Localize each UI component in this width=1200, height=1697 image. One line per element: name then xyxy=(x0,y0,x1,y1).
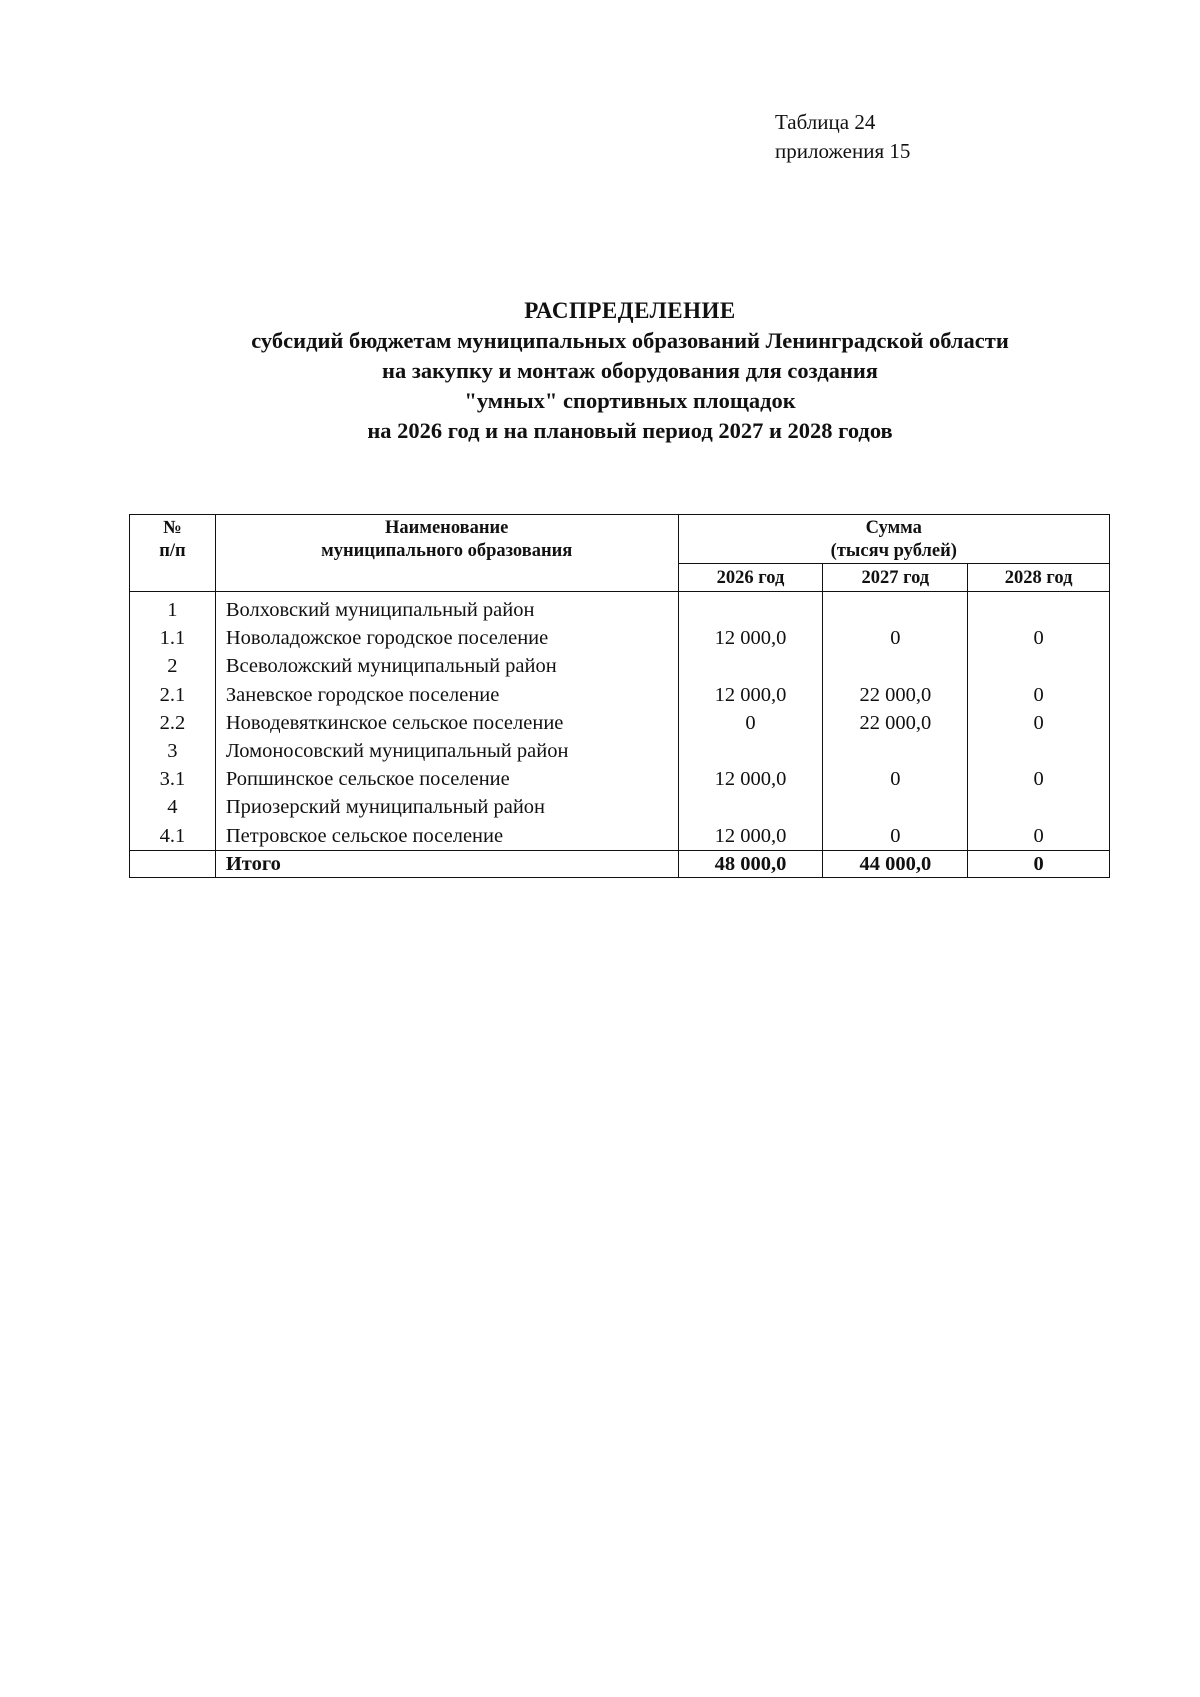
table-row xyxy=(130,652,1110,680)
header-sum-unit: (тысяч рублей) xyxy=(830,541,957,561)
row-number: 3.1 xyxy=(130,765,216,793)
amount-2026 xyxy=(678,652,823,680)
row-number: 2.2 xyxy=(130,709,216,737)
table-row xyxy=(130,624,1110,652)
reference-table-number: Таблица 24 xyxy=(775,110,876,134)
header-number-symbol: № xyxy=(163,518,182,538)
amount-2028 xyxy=(968,592,1110,625)
municipality-name: Новодевяткинское сельское поселение xyxy=(215,709,678,737)
header-number-abbr: п/п xyxy=(159,541,186,561)
row-number: 2 xyxy=(130,652,216,680)
table-row xyxy=(130,592,1110,625)
amount-2026: 12 000,0 xyxy=(678,765,823,793)
amount-2027: 22 000,0 xyxy=(823,709,968,737)
row-number: 1.1 xyxy=(130,624,216,652)
table-row xyxy=(130,765,1110,793)
header-sum xyxy=(678,515,1109,564)
header-sum-label: Сумма xyxy=(865,518,922,538)
amount-2027 xyxy=(823,592,968,625)
document-title xyxy=(0,296,1200,446)
amount-2026: 12 000,0 xyxy=(678,624,823,652)
amount-2027 xyxy=(823,793,968,821)
amount-2027: 0 xyxy=(823,822,968,851)
amount-2028: 0 xyxy=(968,765,1110,793)
table-row xyxy=(130,737,1110,765)
header-municipality-line-2: муниципального образования xyxy=(321,541,573,561)
table-reference xyxy=(775,108,910,166)
header-number xyxy=(130,515,216,592)
row-number: 1 xyxy=(130,592,216,625)
amount-2026 xyxy=(678,793,823,821)
row-number: 4 xyxy=(130,793,216,821)
row-number: 4.1 xyxy=(130,822,216,851)
total-2027: 44 000,0 xyxy=(823,850,968,877)
municipality-name: Заневское городское поселение xyxy=(215,681,678,709)
header-year-2028: 2028 год xyxy=(968,564,1110,592)
header-year-2027: 2027 год xyxy=(823,564,968,592)
amount-2027 xyxy=(823,652,968,680)
amount-2028 xyxy=(968,793,1110,821)
title-line-1: субсидий бюджетам муниципальных образований Ленинградской области xyxy=(251,328,1009,353)
amount-2028: 0 xyxy=(968,624,1110,652)
header-year-2026: 2026 год xyxy=(678,564,823,592)
header-municipality xyxy=(215,515,678,592)
reference-appendix: приложения 15 xyxy=(775,139,911,163)
total-number-cell xyxy=(130,850,216,877)
table-row xyxy=(130,709,1110,737)
amount-2028 xyxy=(968,652,1110,680)
row-number: 2.1 xyxy=(130,681,216,709)
amount-2027: 22 000,0 xyxy=(823,681,968,709)
municipality-name: Ропшинское сельское поселение xyxy=(215,765,678,793)
title-line-2: на закупку и монтаж оборудования для создания xyxy=(382,358,878,383)
total-label: Итого xyxy=(215,850,678,877)
amount-2026 xyxy=(678,592,823,625)
municipality-name: Петровское сельское поселение xyxy=(215,822,678,851)
amount-2026: 12 000,0 xyxy=(678,681,823,709)
amount-2026: 0 xyxy=(678,709,823,737)
table-row xyxy=(130,822,1110,851)
amount-2028: 0 xyxy=(968,681,1110,709)
municipality-name: Волховский муниципальный район xyxy=(215,592,678,625)
amount-2028 xyxy=(968,737,1110,765)
distribution-table xyxy=(129,514,1110,878)
amount-2027: 0 xyxy=(823,624,968,652)
total-2026: 48 000,0 xyxy=(678,850,823,877)
total-2028: 0 xyxy=(968,850,1110,877)
municipality-name: Ломоносовский муниципальный район xyxy=(215,737,678,765)
amount-2027 xyxy=(823,737,968,765)
table-row xyxy=(130,681,1110,709)
amount-2028: 0 xyxy=(968,822,1110,851)
title-heading: РАСПРЕДЕЛЕНИЕ xyxy=(524,298,736,323)
amount-2028: 0 xyxy=(968,709,1110,737)
municipality-name: Приозерский муниципальный район xyxy=(215,793,678,821)
amount-2027: 0 xyxy=(823,765,968,793)
title-line-3: "умных" спортивных площадок xyxy=(464,388,796,413)
amount-2026: 12 000,0 xyxy=(678,822,823,851)
header-municipality-line-1: Наименование xyxy=(385,518,509,538)
table-row xyxy=(130,793,1110,821)
title-line-4: на 2026 год и на плановый период 2027 и 2028 годов xyxy=(367,418,893,443)
row-number: 3 xyxy=(130,737,216,765)
municipality-name: Новоладожское городское поселение xyxy=(215,624,678,652)
municipality-name: Всеволожский муниципальный район xyxy=(215,652,678,680)
amount-2026 xyxy=(678,737,823,765)
table-total-row xyxy=(130,850,1110,877)
